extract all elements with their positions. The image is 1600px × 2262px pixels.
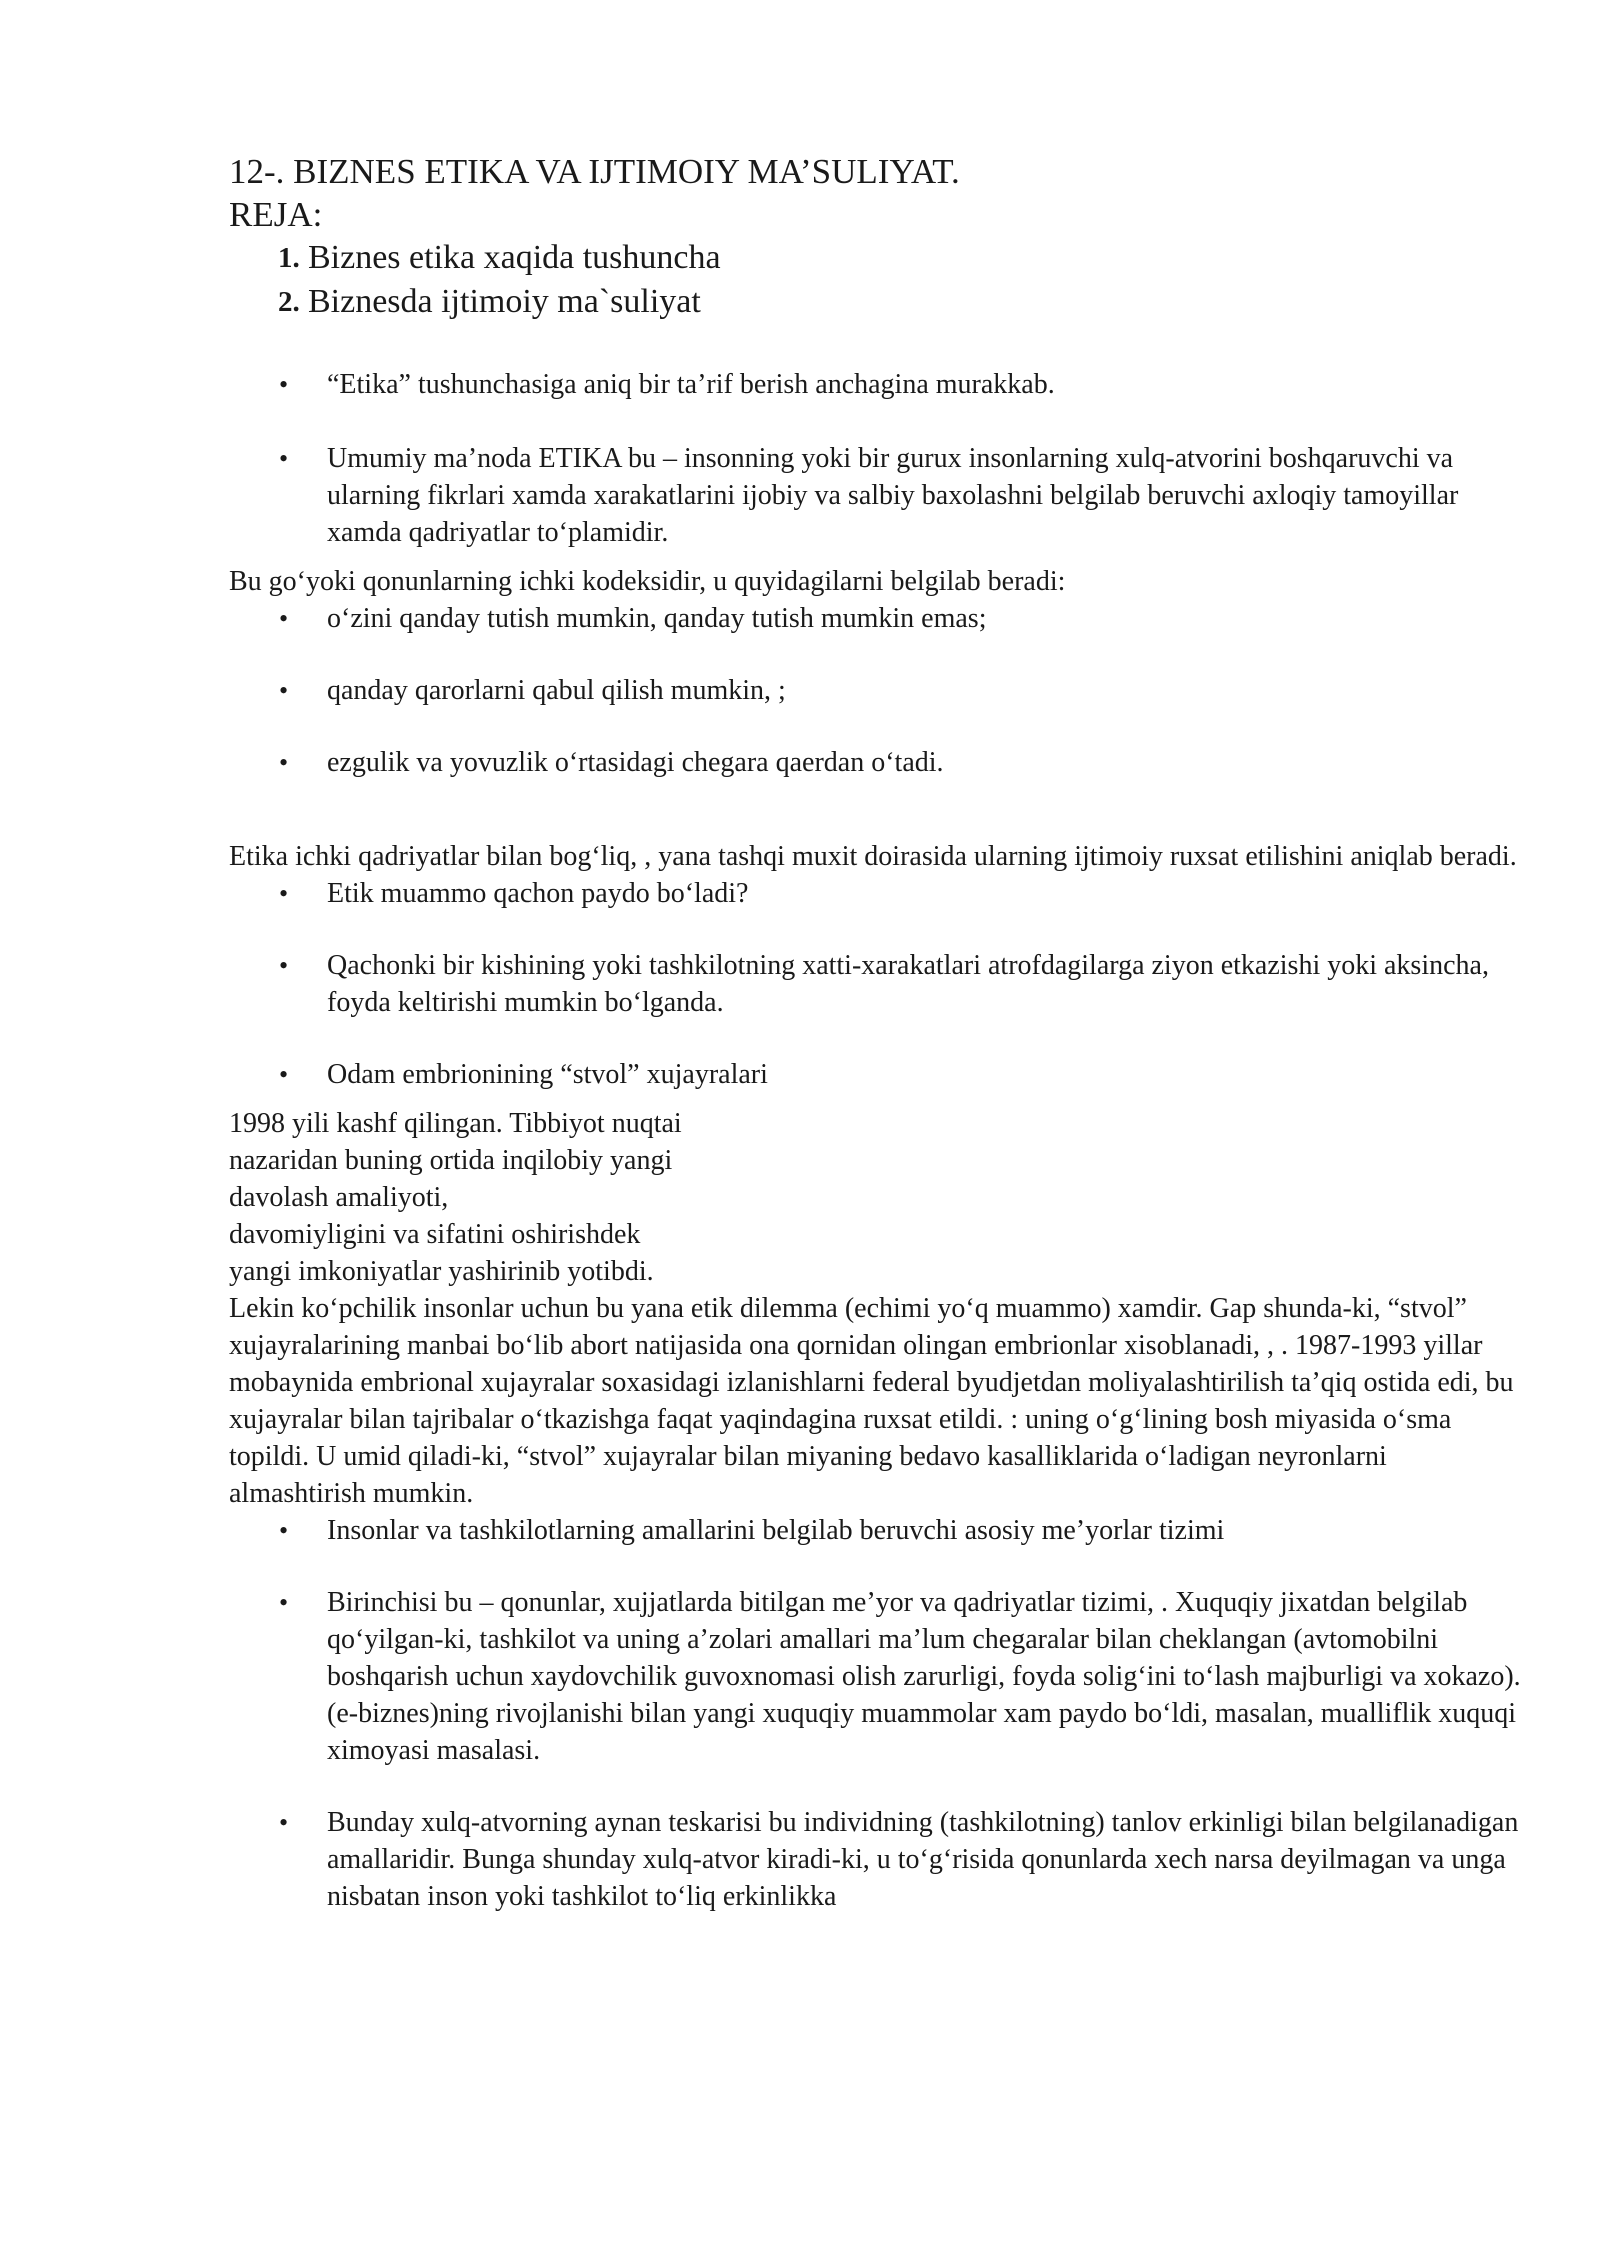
bullet-item [229,1584,1529,1769]
bullet-text: o‘zini qanday tutish mumkin, qanday tutish mumkin emas; [327,603,987,634]
bullet-item [229,366,1529,403]
text-line: yangi imkoniyatlar yashirinib yotibdi. [229,1256,654,1287]
bullet-item [229,1512,1529,1549]
bullet-item [229,875,1529,912]
document-page [229,150,1529,1915]
paragraph-kodeks: Bu go‘yoki qonunlarning ichki kodeksidir, u quyidagilarni belgilab beradi: [229,566,1066,597]
bullet-item [229,1804,1529,1915]
bullet-icon: • [279,951,289,980]
paragraph-etika-ichki: Etika ichki qadriyatlar bilan bog‘liq, , yana tashqi muxit doirasida ularning ijtimoiy ruxsat etilishini aniqlab beradi. [229,841,1517,872]
bullet-icon: • [279,444,289,473]
document-title: 12-. BIZNES ETIKA VA IJTIMOIY MA’SULIYAT. [229,152,960,191]
bullet-text: Qachonki bir kishining yoki tashkilotning xatti-xarakatlari atrofdagilarga ziyon etkazishi yoki aksincha, foyda keltirishi mumkin bo‘lganda. [327,950,1489,1018]
bullet-list-kodeks [229,600,1529,781]
bullet-item [229,1056,1529,1093]
bullet-item [229,947,1529,1021]
bullet-item [229,440,1529,551]
plan-item-number: 1. [278,242,300,274]
bullet-icon: • [279,1060,289,1089]
plan-item-number: 2. [278,286,300,318]
paragraph-dilemma: Lekin ko‘pchilik insonlar uchun bu yana etik dilemma (echimi yo‘q muammo) xamdir. Gap shunda-ki, “stvol” xujayralarining manbai bo‘lib abort natijasida ona qornidan olingan embrionlar xisoblanadi, , . 1987-1993 yillar mobaynida embrional xujayralar soxasidagi izlanishlarni federal byudjetdan moliyalashtirilish ta’qiq ostida edi, bu xujayralar bilan tajribalar o‘tkazishga faqat yaqindagina ruxsat etildi. : uning o‘g‘lining bosh miyasida o‘sma topildi. U umid qiladi-ki, “stvol” xujayralar bilan miyaning bedavo kasalliklarida o‘ladigan neyronlarni almashtirish mumkin. [229,1293,1514,1509]
bullet-icon: • [279,1808,289,1837]
plan-item [278,280,1529,324]
bullet-text: Umumiy ma’noda ETIKA bu – insonning yoki bir gurux insonlarning xulq-atvorini boshqaruvchi va ularning fikrlari xamda xarakatlarini ijobiy va salbiy baxolashni belgilab beruvchi axloqiy tamoyillar xamda qadriyatlar to‘plamidir. [327,443,1459,548]
bullet-item [229,672,1529,709]
plan-item-text: Biznes etika xaqida tushuncha [308,239,721,276]
bullet-item [229,744,1529,781]
bullet-list-etika [229,366,1529,551]
plan-list [278,236,1529,324]
text-line: nazaridan buning ortida inqilobiy yangi [229,1145,673,1176]
bullet-list-meyorlar [229,1512,1529,1915]
bullet-icon: • [279,676,289,705]
bullet-text: “Etika” tushunchasiga aniq bir ta’rif berish anchagina murakkab. [327,369,1055,400]
plan-item [278,236,1529,280]
bullet-text: Etik muammo qachon paydo bo‘ladi? [327,878,749,909]
bullet-text: Birinchisi bu – qonunlar, xujjatlarda bitilgan me’yor va qadriyatlar tizimi, . Xuquqiy jixatdan belgilab qo‘yilgan-ki, tashkilot va uning a’zolari amallari ma’lum chegaralar bilan cheklangan (avtomobilni boshqarish uchun xaydovchilik guvoxnomasi olish zarurligi, foyda solig‘ini to‘lash majburligi va xokazo). (e-biznes)ning rivojlanishi bilan yangi xuquqiy muammolar xam paydo bo‘ldi, masalan, mualliflik xuquqi ximoyasi masalasi. [327,1587,1521,1766]
text-line: davomiyligini va sifatini oshirishdek [229,1219,641,1250]
paragraph-stvol-lines [229,1105,1529,1290]
bullet-icon: • [279,370,289,399]
bullet-icon: • [279,748,289,777]
bullet-icon: • [279,1516,289,1545]
text-line: 1998 yili kashf qilingan. Tibbiyot nuqtai [229,1108,682,1139]
bullet-icon: • [279,879,289,908]
bullet-list-etik-muammo [229,875,1529,1093]
text-line: davolash amaliyoti, [229,1182,449,1213]
plan-heading: REJA: [229,195,323,234]
bullet-text: Odam embrionining “stvol” xujayralari [327,1059,768,1090]
bullet-text: Bunday xulq-atvorning aynan teskarisi bu individning (tashkilotning) tanlov erkinligi bilan belgilanadigan amallaridir. Bunga shunday xulq-atvor kiradi-ki, u to‘g‘risida qonunlarda xech narsa deyilmagan va unga nisbatan inson yoki tashkilot to‘liq erkinlikka [327,1807,1519,1912]
bullet-text: ezgulik va yovuzlik o‘rtasidagi chegara qaerdan o‘tadi. [327,747,944,778]
bullet-text: qanday qarorlarni qabul qilish mumkin, ; [327,675,786,706]
bullet-item [229,600,1529,637]
bullet-icon: • [279,1588,289,1617]
bullet-text: Insonlar va tashkilotlarning amallarini belgilab beruvchi asosiy me’yorlar tizimi [327,1515,1225,1546]
bullet-icon: • [279,604,289,633]
plan-item-text: Biznesda ijtimoiy ma`suliyat [308,283,701,320]
